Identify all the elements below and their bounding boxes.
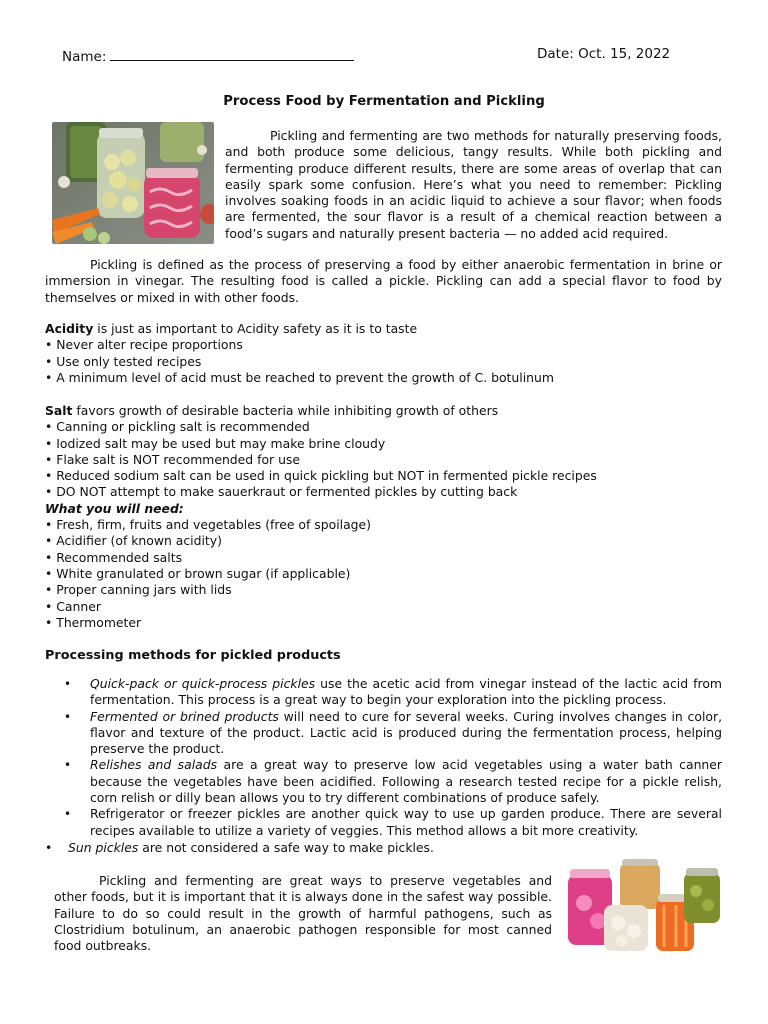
bullet-icon: • <box>64 807 72 822</box>
definition-paragraph: Pickling is defined as the process of preserving a food by either anaerobic fermentation in brine or immersion in vinegar. The resulting food is called a pickle. Pickling can add a special flavor to food by themselves or mixed in with other foods. <box>45 257 722 305</box>
date-label: Date: Oct. 15, 2022 <box>537 46 671 62</box>
salt-term: Salt <box>45 403 73 418</box>
pickled-jars-photo <box>564 859 724 952</box>
acidity-section <box>45 321 722 386</box>
salt-intro <box>45 403 722 419</box>
bullet-icon: • <box>45 840 53 855</box>
list-item: • Relishes and salads are a great way to preserve low acid vegetables using a water bath canner because the vegetables have been acidified. Following a research tested recipe for a pickle relish, corn relish or dilly bean allows you to try different combinations of produce safely. <box>64 757 722 806</box>
list-item: • Fresh, firm, fruits and vegetables (free of spoilage) <box>45 517 371 533</box>
bullet-icon: • <box>64 709 72 724</box>
list-item: • Recommended salts <box>45 549 183 565</box>
need-heading: What you will need: <box>45 500 184 516</box>
bullet-icon: • <box>64 677 72 691</box>
processing-heading: Processing methods for pickled products <box>45 648 341 663</box>
name-field <box>62 46 354 65</box>
list-item: • Use only tested recipes <box>45 353 202 369</box>
intro-paragraph: Pickling and fermenting are two methods for naturally preserving foods, and both produce some delicious, tangy results. While both pickling and fermenting produce different results, there are some areas of overlap that can easily spark some confusion. Here’s what you need to remember: Pickling involves soaking foods in an acidic liquid to achieve a sour flavor; when foods are fermented, the sour flavor is a result of a chemical reaction between a food’s sugars and naturally present bacteria — no added acid required. <box>225 128 722 241</box>
list-item: • Fermented or brined products will need to cure for several weeks. Curing involves changes in color, flavor and texture of the product. Lactic acid is produced during the fermentation process, helping preserve the product. <box>64 708 723 757</box>
salt-intro-text: favors growth of desirable bacteria while inhibiting growth of others <box>72 403 499 418</box>
document-title: Process Food by Fermentation and Pickling <box>223 94 545 109</box>
name-blank-line <box>110 46 354 61</box>
list-item: • A minimum level of acid must be reached to prevent the growth of C. botulinum <box>45 369 554 385</box>
list-item: • Quick-pack or quick-process pickles use the acetic acid from vinegar instead of the lactic acid from fermentation. This process is a great way to begin your exploration into the pickling process. <box>64 676 722 708</box>
acidity-intro <box>45 321 722 337</box>
list-item: • Reduced sodium salt can be used in quick pickling but NOT in fermented pickle recipes <box>45 468 597 484</box>
list-item: • Canning or pickling salt is recommended <box>45 419 310 435</box>
closing-paragraph: Pickling and fermenting are great ways to preserve vegetables and other foods, but it is important that it is always done in the safest way possible. Failure to do so could result in the growth of harmful pathogens, such as Clostridium botulinum, an anaerobic pathogen responsible for most canned food outbreaks. <box>54 873 552 954</box>
acidity-term: Acidity <box>45 321 94 336</box>
list-item: • Thermometer <box>45 614 142 630</box>
processing-methods-list <box>62 676 722 839</box>
list-item: • Flake salt is NOT recommended for use <box>45 451 301 467</box>
sun-pickles-item: • Sun pickles are not considered a safe way to make pickles. <box>45 840 434 855</box>
bullet-icon: • <box>64 758 72 773</box>
pickle-jars-photo <box>52 122 214 244</box>
name-label: Name: <box>62 49 107 65</box>
list-item: • Proper canning jars with lids <box>45 582 232 598</box>
acidity-intro-text: is just as important to Acidity safety as it is to taste <box>93 321 418 336</box>
list-item: • Refrigerator or freezer pickles are another quick way to use up garden produce. There are several recipes available to utilize a variety of veggies. This method allows a bit more creativity. <box>64 806 722 838</box>
list-item: • Canner <box>45 598 101 614</box>
list-item: • Iodized salt may be used but may make brine cloudy <box>45 435 386 451</box>
list-item: • Never alter recipe proportions <box>45 337 243 353</box>
list-item: • Acidifier (of known acidity) <box>45 533 222 549</box>
list-item: • White granulated or brown sugar (if applicable) <box>45 565 351 581</box>
list-item: • DO NOT attempt to make sauerkraut or fermented pickles by cutting back <box>45 484 518 500</box>
salt-section <box>45 403 722 631</box>
